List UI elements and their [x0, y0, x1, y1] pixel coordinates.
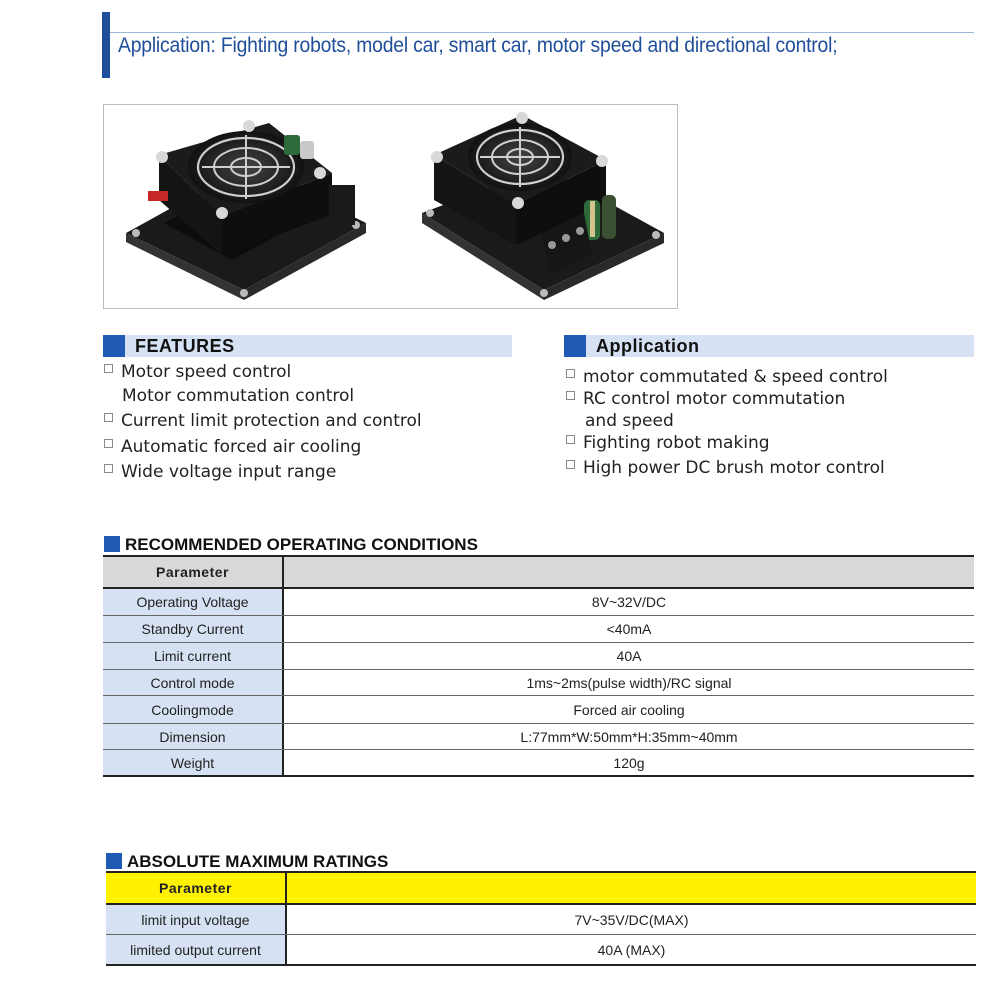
- value-cell: Forced air cooling: [573, 701, 685, 718]
- list-item: Automatic forced air cooling: [104, 437, 361, 457]
- section-square-icon: [106, 853, 122, 869]
- bullet-icon: [104, 364, 113, 373]
- parameter-header: Parameter: [106, 873, 287, 903]
- product-photo: [103, 104, 678, 309]
- recommended-title: RECOMMENDED OPERATING CONDITIONS: [104, 535, 478, 555]
- parameter-header: Parameter: [103, 557, 284, 587]
- table-header-row: [106, 873, 976, 905]
- table-row: [103, 643, 974, 670]
- param-cell: Coolingmode: [103, 696, 284, 723]
- list-item: and speed: [585, 411, 674, 431]
- features-section-header: [103, 335, 512, 357]
- bullet-icon: [104, 464, 113, 473]
- module-left-image: [126, 120, 366, 300]
- value-cell: 120g: [613, 754, 645, 771]
- section-square-icon: [103, 335, 125, 357]
- application-title: Application: [596, 336, 700, 356]
- application-headline: Application: Fighting robots, model car, smart car, motor speed and directional control;: [118, 34, 838, 57]
- absolute-table: [106, 871, 976, 968]
- module-right-image: [422, 112, 664, 300]
- param-cell: Standby Current: [103, 616, 284, 642]
- value-cell: 40A (MAX): [597, 941, 666, 958]
- value-cell: 40A: [616, 648, 642, 664]
- param-cell: Operating Voltage: [103, 589, 284, 615]
- list-item: Wide voltage input range: [104, 462, 336, 482]
- list-item: RC control motor commutation: [566, 389, 845, 409]
- bullet-icon: [566, 391, 575, 400]
- value-cell: L:77mm*W:50mm*H:35mm~40mm: [520, 728, 738, 745]
- application-section-header: [564, 335, 974, 357]
- param-cell: Weight: [103, 750, 284, 775]
- table-row: [106, 905, 976, 935]
- param-cell: limited output current: [106, 935, 287, 964]
- header-rule: [110, 32, 974, 33]
- section-square-icon: [104, 536, 120, 552]
- recommended-table: [103, 555, 974, 777]
- table-row: [103, 750, 974, 777]
- list-item: High power DC brush motor control: [566, 458, 885, 478]
- list-item: Fighting robot making: [566, 433, 770, 453]
- table-row: [103, 670, 974, 696]
- bullet-icon: [104, 439, 113, 448]
- bullet-icon: [566, 435, 575, 444]
- value-cell: <40mA: [606, 621, 652, 637]
- header-accent-bar: [102, 12, 110, 78]
- value-cell: 7V~35V/DC(MAX): [574, 911, 689, 928]
- table-header-row: [103, 557, 974, 589]
- features-title: FEATURES: [135, 336, 235, 356]
- list-item: Motor commutation control: [122, 386, 355, 406]
- bullet-icon: [566, 460, 575, 469]
- table-row: [103, 724, 974, 750]
- param-cell: Limit current: [103, 643, 284, 669]
- bullet-icon: [566, 369, 575, 378]
- absolute-title: ABSOLUTE MAXIMUM RATINGS: [106, 852, 388, 872]
- table-row: [103, 616, 974, 643]
- value-cell: 8V~32V/DC: [591, 594, 667, 610]
- table-row: [106, 935, 976, 966]
- section-square-icon: [564, 335, 586, 357]
- list-item: motor commutated & speed control: [566, 367, 888, 387]
- list-item: Current limit protection and control: [104, 411, 422, 431]
- value-cell: 1ms~2ms(pulse width)/RC signal: [526, 674, 732, 691]
- list-item: Motor speed control: [104, 362, 291, 382]
- bullet-icon: [104, 413, 113, 422]
- param-cell: Control mode: [103, 670, 284, 695]
- param-cell: Dimension: [103, 724, 284, 749]
- table-row: [103, 589, 974, 616]
- param-cell: limit input voltage: [106, 905, 287, 934]
- table-row: [103, 696, 974, 724]
